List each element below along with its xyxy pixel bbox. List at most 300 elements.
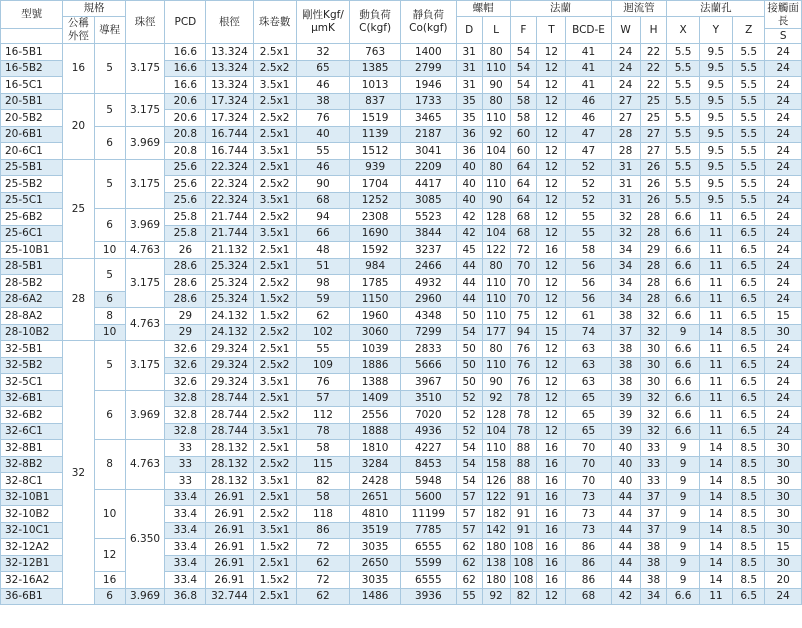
table-cell: 88 — [510, 456, 537, 473]
table-cell: 2960 — [400, 291, 456, 308]
table-cell: 29 — [640, 242, 667, 259]
table-cell: 25.324 — [206, 258, 253, 275]
table-cell: 15 — [765, 308, 802, 325]
table-cell: 38 — [640, 555, 667, 572]
table-cell: 25.6 — [165, 176, 206, 193]
table-cell: 5.5 — [667, 126, 699, 143]
table-cell: 3284 — [350, 456, 401, 473]
table-cell: 6 — [94, 209, 125, 242]
table-cell: 24 — [765, 143, 802, 160]
table-cell: 30 — [765, 473, 802, 490]
table-cell: 58 — [566, 242, 611, 259]
table-cell: 9 — [667, 539, 699, 556]
table-cell: 9 — [667, 506, 699, 523]
table-cell: 1013 — [350, 77, 401, 94]
table-cell: 8.5 — [733, 473, 765, 490]
table-cell: 73 — [566, 506, 611, 523]
table-cell: 28 — [611, 126, 640, 143]
table-cell: 33 — [165, 456, 206, 473]
table-cell: 12 — [537, 176, 566, 193]
table-cell: 70 — [510, 275, 537, 292]
table-cell: 110 — [482, 176, 510, 193]
table-cell: 88 — [510, 473, 537, 490]
table-cell: 54 — [456, 456, 482, 473]
table-cell: 76 — [510, 357, 537, 374]
table-cell: 12 — [537, 374, 566, 391]
table-cell: 88 — [510, 440, 537, 457]
table-cell: 10 — [94, 324, 125, 341]
table-cell: 11 — [699, 258, 732, 275]
table-cell: 39 — [611, 390, 640, 407]
table-cell: 112 — [296, 407, 350, 424]
col-static-load: 靜負荷Co(kgf) — [400, 1, 456, 44]
table-cell: 73 — [566, 522, 611, 539]
table-cell: 68 — [296, 192, 350, 209]
table-cell: 45 — [456, 242, 482, 259]
table-cell: 8.5 — [733, 456, 765, 473]
table-cell: 22 — [640, 77, 667, 94]
table-cell: 138 — [482, 555, 510, 572]
table-cell: 4.763 — [125, 440, 165, 490]
table-cell: 118 — [296, 506, 350, 523]
model-cell: 20-6B1 — [1, 126, 63, 143]
table-cell: 110 — [482, 291, 510, 308]
table-cell: 52 — [456, 423, 482, 440]
table-cell: 5.5 — [733, 60, 765, 77]
table-cell: 54 — [456, 473, 482, 490]
table-cell: 31 — [611, 159, 640, 176]
table-cell: 20 — [765, 572, 802, 589]
table-cell: 20.6 — [165, 110, 206, 127]
table-cell: 34 — [611, 291, 640, 308]
table-cell: 35 — [456, 93, 482, 110]
col-flange: 法蘭 — [510, 1, 611, 17]
table-cell: 37 — [640, 522, 667, 539]
table-cell: 2.5x1 — [253, 489, 296, 506]
table-cell: 158 — [482, 456, 510, 473]
table-cell: 16.6 — [165, 60, 206, 77]
table-cell: 9.5 — [699, 159, 732, 176]
table-cell: 12 — [537, 93, 566, 110]
table-cell: 5600 — [400, 489, 456, 506]
table-cell: 6.5 — [733, 225, 765, 242]
table-cell: 3.5x1 — [253, 423, 296, 440]
table-cell: 98 — [296, 275, 350, 292]
table-cell: 44 — [611, 539, 640, 556]
table-cell: 46 — [566, 93, 611, 110]
model-cell: 25-6C1 — [1, 225, 63, 242]
table-cell: 28.132 — [206, 456, 253, 473]
table-cell: 16 — [537, 506, 566, 523]
table-cell: 11 — [699, 407, 732, 424]
table-cell: 12 — [537, 258, 566, 275]
table-cell: 24 — [765, 159, 802, 176]
table-cell: 24 — [765, 242, 802, 259]
table-cell: 47 — [566, 126, 611, 143]
table-cell: 2.5x1 — [253, 555, 296, 572]
table-cell: 44 — [456, 291, 482, 308]
model-cell: 25-5B1 — [1, 159, 63, 176]
table-cell: 26.91 — [206, 489, 253, 506]
model-cell: 16-5C1 — [1, 77, 63, 94]
table-cell: 41 — [566, 77, 611, 94]
sub-bcd-e: BCD-E — [566, 17, 611, 44]
col-model: 型號 — [1, 1, 63, 29]
table-cell: 8.5 — [733, 555, 765, 572]
table-cell: 15 — [537, 324, 566, 341]
table-cell: 24 — [611, 77, 640, 94]
table-cell: 24 — [765, 374, 802, 391]
table-cell: 65 — [296, 60, 350, 77]
table-cell: 11 — [699, 357, 732, 374]
table-cell: 1.5x2 — [253, 539, 296, 556]
table-cell: 7299 — [400, 324, 456, 341]
model-cell: 20-6C1 — [1, 143, 63, 160]
table-cell: 3.5x1 — [253, 225, 296, 242]
table-cell: 94 — [296, 209, 350, 226]
table-cell: 33.4 — [165, 555, 206, 572]
table-cell: 11 — [699, 423, 732, 440]
table-cell: 2.5x2 — [253, 456, 296, 473]
table-cell: 16.6 — [165, 44, 206, 61]
table-cell: 52 — [456, 390, 482, 407]
table-cell: 28.6 — [165, 275, 206, 292]
table-cell: 30 — [765, 456, 802, 473]
model-cell: 28-10B2 — [1, 324, 63, 341]
col-spec: 規格 — [63, 1, 125, 17]
table-cell: 34 — [611, 258, 640, 275]
table-cell: 26 — [640, 159, 667, 176]
table-cell: 28 — [640, 258, 667, 275]
table-cell: 5.5 — [733, 192, 765, 209]
table-cell: 5.5 — [667, 44, 699, 61]
table-cell: 16 — [537, 572, 566, 589]
table-cell: 5.5 — [667, 159, 699, 176]
table-cell: 29.324 — [206, 374, 253, 391]
table-cell: 109 — [296, 357, 350, 374]
table-cell: 24 — [765, 93, 802, 110]
table-cell: 6.6 — [667, 209, 699, 226]
table-cell: 17.324 — [206, 93, 253, 110]
sub-h: H — [640, 17, 667, 44]
col-turns: 珠卷數 — [253, 1, 296, 44]
table-cell: 34 — [611, 242, 640, 259]
table-cell: 14 — [699, 555, 732, 572]
table-cell: 6.6 — [667, 374, 699, 391]
table-cell: 110 — [482, 357, 510, 374]
table-cell: 64 — [510, 176, 537, 193]
table-cell: 90 — [296, 176, 350, 193]
table-cell: 21.744 — [206, 225, 253, 242]
table-cell: 20.6 — [165, 93, 206, 110]
table-cell: 65 — [566, 390, 611, 407]
table-cell: 16.744 — [206, 126, 253, 143]
table-cell: 2308 — [350, 209, 401, 226]
table-cell: 16 — [537, 456, 566, 473]
table-cell: 2.5x2 — [253, 324, 296, 341]
table-cell: 13.324 — [206, 60, 253, 77]
table-cell: 38 — [296, 93, 350, 110]
table-cell: 50 — [456, 341, 482, 358]
col-dyn-load: 動負荷C(kgf) — [350, 1, 401, 44]
table-cell: 86 — [566, 539, 611, 556]
table-cell: 42 — [456, 209, 482, 226]
table-cell: 34 — [611, 275, 640, 292]
table-cell: 5.5 — [733, 93, 765, 110]
table-cell: 22 — [640, 60, 667, 77]
table-cell: 5666 — [400, 357, 456, 374]
table-cell: 2833 — [400, 341, 456, 358]
table-cell: 12 — [537, 423, 566, 440]
table-cell: 3967 — [400, 374, 456, 391]
table-cell: 4936 — [400, 423, 456, 440]
table-cell: 26.91 — [206, 572, 253, 589]
table-cell: 22.324 — [206, 159, 253, 176]
table-cell: 14 — [699, 489, 732, 506]
table-cell: 30 — [765, 440, 802, 457]
table-cell: 36 — [456, 143, 482, 160]
model-cell: 32-8B1 — [1, 440, 63, 457]
table-cell: 1512 — [350, 143, 401, 160]
table-cell: 5.5 — [667, 110, 699, 127]
sub-z: Z — [733, 17, 765, 44]
table-cell: 30 — [765, 324, 802, 341]
model-cell: 32-8B2 — [1, 456, 63, 473]
col-rigidity: 剛性Kgf/μmK — [296, 1, 350, 44]
table-cell: 42 — [456, 225, 482, 242]
table-cell: 10 — [94, 242, 125, 259]
model-cell: 28-8A2 — [1, 308, 63, 325]
spec-table-body — [1, 44, 802, 605]
table-cell: 6.6 — [667, 291, 699, 308]
table-cell: 126 — [482, 473, 510, 490]
table-cell: 3.5x1 — [253, 192, 296, 209]
table-cell: 8 — [94, 440, 125, 490]
table-cell: 25.6 — [165, 159, 206, 176]
table-cell: 1810 — [350, 440, 401, 457]
table-cell: 11 — [699, 291, 732, 308]
table-cell: 63 — [566, 374, 611, 391]
table-cell: 68 — [510, 209, 537, 226]
table-cell: 33 — [165, 440, 206, 457]
table-cell: 16 — [94, 572, 125, 589]
sub-y: Y — [699, 17, 732, 44]
table-row — [1, 324, 802, 341]
table-cell: 54 — [510, 44, 537, 61]
table-cell: 6.5 — [733, 242, 765, 259]
col-root-dia: 根徑 — [206, 1, 253, 44]
table-cell: 38 — [611, 341, 640, 358]
table-cell: 62 — [456, 539, 482, 556]
table-cell: 6.5 — [733, 407, 765, 424]
table-cell: 3.5x1 — [253, 143, 296, 160]
sub-x: X — [667, 17, 699, 44]
table-cell: 180 — [482, 572, 510, 589]
table-cell: 8.5 — [733, 506, 765, 523]
table-cell: 1888 — [350, 423, 401, 440]
table-cell: 44 — [611, 555, 640, 572]
table-cell: 60 — [510, 143, 537, 160]
model-cell: 25-6B2 — [1, 209, 63, 226]
table-cell: 6.6 — [667, 341, 699, 358]
model-cell: 20-5B2 — [1, 110, 63, 127]
col-pcd: PCD — [165, 1, 206, 44]
table-cell: 6.5 — [733, 588, 765, 605]
table-cell: 80 — [482, 341, 510, 358]
table-cell: 46 — [296, 77, 350, 94]
table-cell: 2428 — [350, 473, 401, 490]
table-cell: 9.5 — [699, 110, 732, 127]
table-cell: 110 — [482, 440, 510, 457]
table-cell: 16 — [537, 440, 566, 457]
table-cell: 24 — [765, 423, 802, 440]
table-cell: 65 — [566, 423, 611, 440]
table-cell: 26 — [640, 192, 667, 209]
table-cell: 90 — [482, 77, 510, 94]
table-cell: 50 — [456, 374, 482, 391]
table-cell: 2.5x2 — [253, 110, 296, 127]
table-cell: 32 — [640, 308, 667, 325]
table-cell: 5 — [94, 341, 125, 391]
table-cell: 6 — [94, 588, 125, 605]
table-cell: 10 — [94, 489, 125, 539]
table-cell: 6.350 — [125, 489, 165, 588]
table-cell: 2.5x1 — [253, 44, 296, 61]
table-cell: 40 — [611, 456, 640, 473]
table-cell: 3519 — [350, 522, 401, 539]
table-cell: 44 — [611, 506, 640, 523]
col-contact-len: 接觸面長 — [765, 1, 802, 29]
table-cell: 104 — [482, 143, 510, 160]
table-cell: 28 — [611, 143, 640, 160]
table-cell: 58 — [296, 440, 350, 457]
table-cell: 24 — [765, 258, 802, 275]
table-cell: 22.324 — [206, 192, 253, 209]
table-cell: 62 — [296, 588, 350, 605]
table-cell: 38 — [611, 374, 640, 391]
table-cell: 58 — [510, 110, 537, 127]
table-cell: 5.5 — [667, 93, 699, 110]
table-cell: 52 — [566, 192, 611, 209]
table-cell: 6.5 — [733, 341, 765, 358]
table-cell: 52 — [566, 159, 611, 176]
table-cell: 3.175 — [125, 258, 165, 308]
table-cell: 33.4 — [165, 506, 206, 523]
table-cell: 180 — [482, 539, 510, 556]
table-cell: 104 — [482, 423, 510, 440]
table-cell: 11 — [699, 374, 732, 391]
table-cell: 32.6 — [165, 374, 206, 391]
table-cell: 29 — [165, 324, 206, 341]
table-cell: 2.5x2 — [253, 407, 296, 424]
table-cell: 54 — [456, 440, 482, 457]
table-cell: 28.744 — [206, 390, 253, 407]
table-cell: 1400 — [400, 44, 456, 61]
table-cell: 76 — [510, 341, 537, 358]
table-cell: 40 — [456, 192, 482, 209]
table-cell: 16.6 — [165, 77, 206, 94]
table-cell: 12 — [537, 209, 566, 226]
sub-w: W — [611, 17, 640, 44]
table-cell: 9 — [667, 440, 699, 457]
table-cell: 5.5 — [733, 126, 765, 143]
table-row — [1, 572, 802, 589]
table-cell: 9 — [667, 572, 699, 589]
table-cell: 70 — [510, 258, 537, 275]
table-cell: 9 — [667, 473, 699, 490]
table-cell: 82 — [510, 588, 537, 605]
table-cell: 6.5 — [733, 423, 765, 440]
model-cell: 32-6C1 — [1, 423, 63, 440]
table-cell: 16 — [537, 473, 566, 490]
table-cell: 14 — [699, 506, 732, 523]
table-cell: 37 — [640, 506, 667, 523]
table-cell: 76 — [510, 374, 537, 391]
table-cell: 8.5 — [733, 440, 765, 457]
table-cell: 2.5x2 — [253, 357, 296, 374]
table-cell: 24 — [765, 588, 802, 605]
table-cell: 122 — [482, 242, 510, 259]
table-cell: 1.5x2 — [253, 572, 296, 589]
model-cell: 32-12A2 — [1, 539, 63, 556]
table-cell: 2799 — [400, 60, 456, 77]
table-cell: 25 — [640, 110, 667, 127]
table-cell: 12 — [537, 110, 566, 127]
table-cell: 9.5 — [699, 176, 732, 193]
table-cell: 2651 — [350, 489, 401, 506]
table-cell: 28.744 — [206, 423, 253, 440]
table-cell: 2.5x1 — [253, 242, 296, 259]
table-cell: 31 — [456, 44, 482, 61]
table-cell: 11199 — [400, 506, 456, 523]
table-cell: 5.5 — [667, 143, 699, 160]
table-cell: 1960 — [350, 308, 401, 325]
table-cell: 32.8 — [165, 407, 206, 424]
table-cell: 4932 — [400, 275, 456, 292]
table-cell: 33.4 — [165, 522, 206, 539]
table-cell: 73 — [566, 489, 611, 506]
table-cell: 1486 — [350, 588, 401, 605]
table-cell: 3060 — [350, 324, 401, 341]
table-cell: 11 — [699, 225, 732, 242]
table-cell: 142 — [482, 522, 510, 539]
table-cell: 48 — [296, 242, 350, 259]
table-cell: 2.5x1 — [253, 258, 296, 275]
table-cell: 6.5 — [733, 308, 765, 325]
table-cell: 24 — [765, 77, 802, 94]
table-cell: 33.4 — [165, 572, 206, 589]
model-cell: 32-12B1 — [1, 555, 63, 572]
table-cell: 90 — [482, 374, 510, 391]
table-cell: 11 — [699, 588, 732, 605]
table-row — [1, 44, 802, 61]
table-cell: 70 — [566, 440, 611, 457]
col-lead: 導程 — [94, 17, 125, 44]
table-cell: 40 — [611, 440, 640, 457]
table-cell: 12 — [537, 77, 566, 94]
table-cell: 2.5x2 — [253, 176, 296, 193]
table-cell: 110 — [482, 308, 510, 325]
table-cell: 6 — [94, 390, 125, 440]
table-cell: 5.5 — [667, 60, 699, 77]
table-cell: 1385 — [350, 60, 401, 77]
table-cell: 40 — [456, 159, 482, 176]
table-cell: 24 — [765, 176, 802, 193]
table-cell: 9.5 — [699, 143, 732, 160]
sub-l: L — [482, 17, 510, 44]
table-cell: 47 — [566, 143, 611, 160]
table-cell: 3465 — [400, 110, 456, 127]
